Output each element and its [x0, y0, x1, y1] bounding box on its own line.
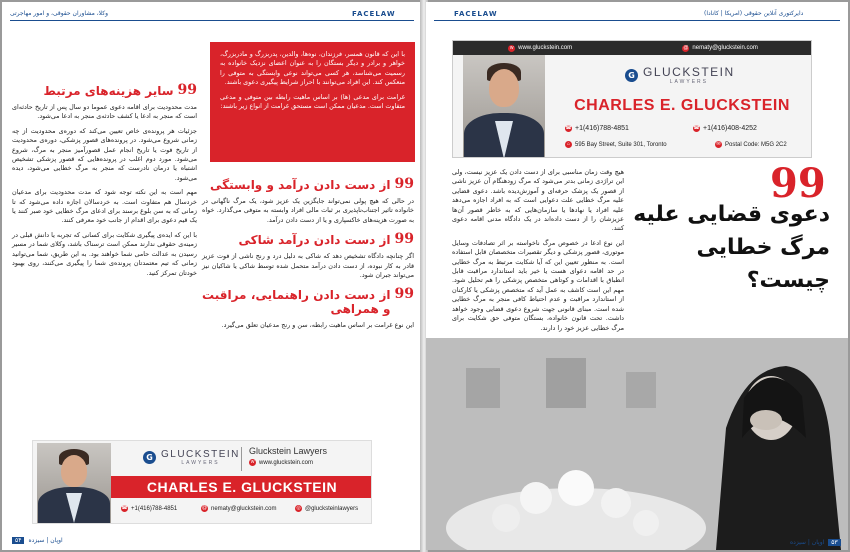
page-number: ۵۳ — [828, 539, 840, 546]
page-number: ۵۴ — [12, 537, 24, 544]
lawyer-name: CHARLES E. GLUCKSTEIN — [111, 476, 372, 498]
section-text: این نوع غرامت بر اساس ماهیت رابطه، سن و رنج مدعیان تعلق می‌گیرد. — [221, 321, 414, 330]
logo-subtext: LAWYERS — [181, 460, 220, 466]
firm-logo — [143, 449, 240, 466]
top-rule — [434, 20, 840, 21]
section-heading: 99 سایر هزینه‌های مرتبط — [43, 82, 197, 98]
phone-link[interactable]: ☎ +1(416)788-4851 — [121, 505, 178, 512]
page-footer-right — [790, 539, 841, 546]
paragraph: جزئیات هر پرونده‌ی خاص تعیین می‌کند که دوره‌ی محدودیت از چه زمانی شروع می‌شود. در پرونده‌های قصور پزشکی، دوره‌ی محدودیت از تاریخ فوت یا تاریخ انجام عمل قصورآمیز منجر به مرگ، شروع می‌شود. مورد دوم اغلب در پرونده‌هایی که قصور پزشکی تشخیص اشتباه یا درمان نادرست که منجر به مرگ خطایی می‌شود، دیده می‌شود. — [12, 126, 197, 182]
callout-paragraph: غرامت برای مدعی (ها) بر اساس ماهیت رابطه بین متوفی و مدعی متفاوت است. مدعیان ممکن است مستحق غرامت از انواع زیر باشند: — [220, 92, 405, 111]
website-link[interactable]: w www.gluckstein.com — [250, 459, 314, 466]
section-heading: 99 از دست دادن راهنمایی، مراقبت و همراهی — [202, 286, 414, 317]
paragraph: هیچ وقت زمان مناسبی برای از دست دادن یک عزیز نیست، ولی این تراژدی زمانی بدتر می‌شود که مرگ زودهنگام آن عزیز ناشی از قصور یک پزشک حرفه‌ای و آموزش‌دیده باشد. دعوی قضایی علیه مرگ خطایی علت دعوایی است که به افراد اجازه می‌دهد علیه افراد یا نهادها یا سازمان‌هایی که به خاطر قصور آن‌ها عزیزشان را از دست داده‌اند در یک دادگاه مدنی اقامه دعوی کنند. — [452, 168, 624, 233]
postal-code: ✉ Postal Code: M5G 2C2 — [716, 141, 787, 148]
callout-paragraph: با این که قانون همسر، فرزندان، نوه‌ها، والدین، پدربزرگ و مادربزرگ، خواهر و برادر و دیگر بستگان را به عنوان اعضای نزدیک خانواده به رسمیت می‌شناسد، هر کسی می‌تواند نوعی وابستگی به متوفی را منعکس کند. این افراد می‌توانند با احراز شرایط پیگیری دعوی باشند. — [220, 50, 405, 87]
section-heading: 99 از دست دادن درآمد و وابستگی — [209, 176, 414, 192]
firm-logo — [625, 65, 735, 85]
instagram-link[interactable]: ◎ @glucksteinlawyers — [296, 505, 359, 512]
photo-illustration — [426, 338, 848, 550]
website-link[interactable]: w www.gluckstein.com — [509, 44, 573, 51]
logo-text: GLUCKSTEIN — [643, 65, 735, 79]
email-link[interactable]: @ nematy@gluckstein.com — [683, 44, 758, 51]
paragraph: مهم است به این نکته توجه شود که مدت محدودیت برای مدعیان خردسال هم متفاوت است. به خردسالان اجازه داده می‌شود که تا زمانی که به سن بلوغ برسند برای ادعای مرگ خطایی خود صبر کنند یا یک قیم دعوی برای اقدام از جانب خود معرفی کنند. — [12, 188, 197, 225]
lawyer-portrait — [37, 443, 111, 523]
paragraph: مدت محدودیت برای اقامه دعوی عموما دو سال پس از تاریخ حادثه‌ای است که منجر به ادعا یا کشف حادثه‌ی منجر به ادعا می‌شود. — [12, 103, 197, 121]
phone-link[interactable]: ☎ +1(416)788-4851 — [565, 125, 629, 132]
left-page — [2, 2, 422, 550]
logo-text: GLUCKSTEIN — [161, 449, 240, 460]
left-page-col2 — [202, 170, 414, 336]
page-footer-left — [12, 537, 63, 544]
red-callout-box — [210, 42, 415, 162]
quote-mark-icon: 99 — [770, 160, 826, 207]
left-page-col1 — [12, 80, 197, 283]
firm-name: Gluckstein Lawyers — [249, 446, 328, 456]
brand-tag-left: FACELAW — [352, 10, 396, 18]
lawyer-portrait — [463, 55, 545, 158]
section-text: اگر چنانچه دادگاه تشخیص دهد که شاکی به دلیل درد و رنج ناشی از فوت عزیز قادر به کار نبوده، از دست دادن درآمد متحمل شده توسط شاکی یا شاکیان نیز می‌تواند جبران شود. — [202, 252, 414, 280]
grieving-woman-photo — [426, 338, 848, 550]
footer-label: اوپان | سیزده — [790, 539, 825, 546]
phone-link-2[interactable]: ☎ +1(416)408-4252 — [693, 125, 757, 132]
running-header-left: وکلا، مشاوران حقوقی، و امور مهاجرتی — [10, 10, 108, 17]
running-header-right: دایرکتوری آنلاین حقوقی (امریکا | کانادا) — [704, 10, 804, 17]
right-page-article — [452, 168, 624, 338]
top-rule — [10, 20, 414, 21]
lawyer-name: CHARLES E. GLUCKSTEIN — [574, 97, 790, 114]
email-link[interactable]: @ nematy@gluckstein.com — [201, 505, 277, 512]
paragraph: با این که ایده‌ی پیگیری شکایت برای کسانی که تجربه یا دانش قبلی در زمینه‌ی حقوقی ندارند ممکن است ترسناک باشد، وکلای شما در مسیر رسیدن به عدالت حامی شما خواهند بود. به این طریق، شما می‌توانید زمانی که تیم معتمدتان پرونده‌ی شما را پیگیری می‌کنند، روی بهبود خودتان تمرکز کنید. — [12, 230, 197, 277]
article-title: دعوی قضایی علیه مرگ خطایی چیست؟ — [633, 202, 830, 293]
paragraph: این نوع ادعا در خصوص مرگ ناخواسته بر اثر تصادفات وسایل موتوری، قصور پزشکی و دیگر تقصیرات متخصصان قابل استفاده است. به منظور تعیین این که آیا شکایت مرتبط به مرگ خطایی در حد اقامه دعوای هست یا خیر باید استاندارد مراقبت قابل انطباق با اقدامات و کوتاهی متخصص پزشکی را هم تحلیل شود. مهم این است کاشف به عمل آید که متخصص پزشکی یا کارکنان از استاندارد مراقبت و عدم احتیاط کافی منجر به مرگ خطایی شده است. مبنای قانونی جهت شروع دعوی قضایی وجود خواهد داشت. تحت قانون خانواده، بستگان متوفی حق شکایت برای مرگ خطایی عزیز خود را دارند. — [452, 238, 624, 332]
logo-mark-icon: G — [143, 451, 156, 464]
lawyer-ad-bottom[interactable] — [32, 440, 372, 524]
address: ⌂ 595 Bay Street, Suite 301, Toronto — [566, 141, 667, 148]
section-text: در حالی که هیچ پولی نمی‌تواند جایگزین یک عزیز شود، یک مرگ ناگهانی در خانواده تاثیر اجتناب‌ناپذیری بر ثبات مالی افراد وابسته به متوفی می‌گذارد. خواه به صورت هزینه‌های خاکسپاری و یا از دست دادن درآمد. — [202, 197, 414, 224]
footer-label: اوپان | سیزده — [28, 537, 63, 544]
logo-mark-icon: G — [625, 69, 638, 82]
brand-tag-right: FACELAW — [454, 10, 498, 18]
lawyer-ad-top[interactable] — [452, 40, 812, 158]
ad-contact-bar — [453, 41, 812, 55]
logo-subtext: LAWYERS — [669, 79, 708, 85]
section-heading: 99 از دست دادن درآمد شاکی — [238, 231, 414, 248]
